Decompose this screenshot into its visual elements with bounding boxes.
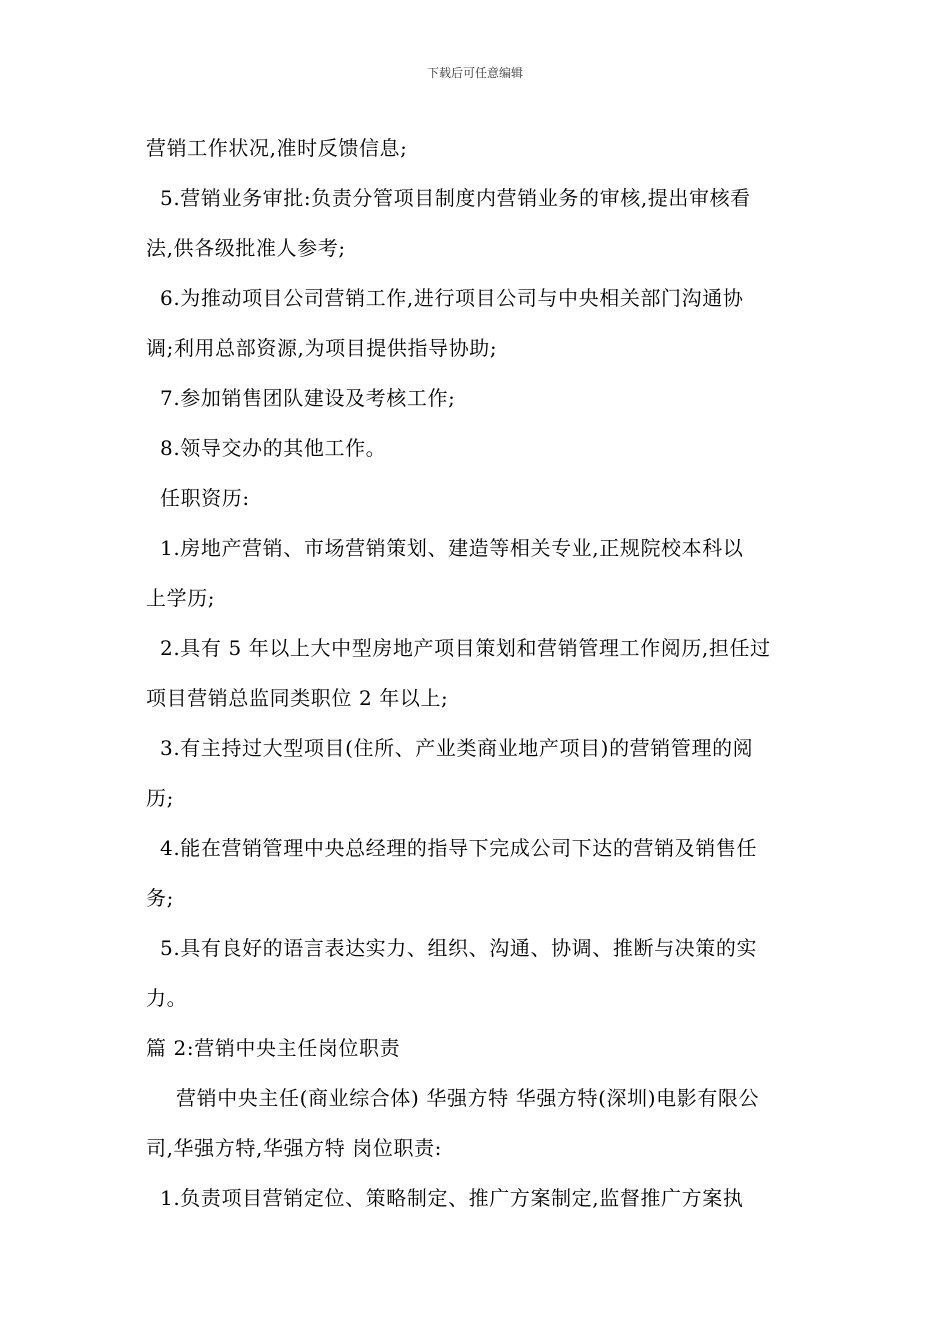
page-header: 下载后可任意编辑	[426, 66, 523, 80]
text-line: 4.能在营销管理中央总经理的指导下完成公司下达的营销及销售任	[160, 836, 758, 860]
text-line: 项目营销总监同类职位 2 年以上;	[146, 686, 449, 710]
document-body	[146, 132, 810, 1232]
text-line: 营销工作状况,准时反馈信息;	[146, 136, 408, 160]
text-line: 1.负责项目营销定位、策略制定、推广方案制定,监督推广方案执	[160, 1186, 744, 1210]
text-line: 力。	[146, 986, 188, 1010]
text-line: 历;	[146, 786, 174, 810]
text-line: 法,供各级批准人参考;	[146, 236, 346, 260]
text-line: 5.营销业务审批:负责分管项目制度内营销业务的审核,提出审核看	[160, 186, 751, 210]
text-line: 8.领导交办的其他工作。	[160, 436, 387, 460]
text-line: 司,华强方特,华强方特 岗位职责:	[146, 1136, 443, 1160]
text-line: 7.参加销售团队建设及考核工作;	[160, 386, 456, 410]
text-line: 5.具有良好的语言表达实力、组织、沟通、协调、推断与决策的实	[160, 936, 758, 960]
text-line: 务;	[146, 886, 174, 910]
text-line: 1.房地产营销、市场营销策划、建造等相关专业,正规院校本科以	[160, 536, 744, 560]
section-heading: 任职资历:	[160, 486, 250, 510]
text-line: 上学历;	[146, 586, 216, 610]
section-title: 篇 2:营销中央主任岗位职责	[146, 1036, 401, 1060]
text-line: 6.为推动项目公司营销工作,进行项目公司与中央相关部门沟通协	[160, 286, 744, 310]
text-line: 营销中央主任(商业综合体) 华强方特 华强方特(深圳)电影有限公	[176, 1086, 760, 1110]
text-line: 调;利用总部资源,为项目提供指导协助;	[146, 336, 498, 360]
text-line: 3.有主持过大型项目(住所、产业类商业地产项目)的营销管理的阅	[160, 736, 754, 760]
text-line: 2.具有 5 年以上大中型房地产项目策划和营销管理工作阅历,担任过	[160, 636, 771, 660]
